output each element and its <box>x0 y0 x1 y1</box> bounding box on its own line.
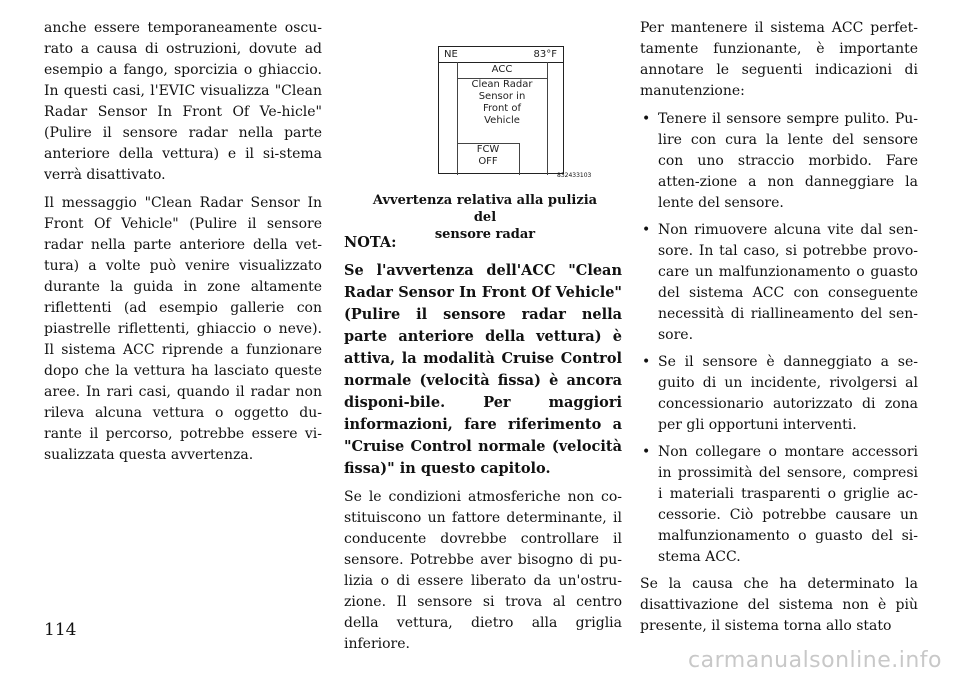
paragraph: anche essere temporaneamente oscu-rato a causa di ostruzioni, dovute ad esempio a fango, sporcizia o ghiaccio. In questi casi, l'EVIC visualizza "Clean Radar Sensor In Front Of Ve-hicle" (Pulire il sensore radar nella parte anteriore della vettura) e il si-stema verrà disattivato. <box>44 20 322 183</box>
figure-code: 832433103 <box>557 172 592 179</box>
note-title: NOTA: <box>344 234 397 251</box>
warning-message: Clean Radar Sensor in Front of Vehicle <box>471 79 533 126</box>
evic-screen <box>438 46 564 174</box>
watermark: carmanualsonline.info <box>688 648 942 673</box>
fcw-status: FCW OFF <box>457 143 520 175</box>
text-column-right <box>640 18 918 644</box>
compass-heading: NE <box>444 49 458 60</box>
note-body: Se l'avvertenza dell'ACC "Clean Radar Sensor In Front Of Vehicle" (Pulire il sensore radar nella parte anteriore della vettura) è attiva, la modalità Cruise Control normale (velocità fissa) è ancora disponi-bile. Per maggiori informazioni, fare riferimento a "Cruise Control normale (velocità fissa)" in questo capitolo. <box>344 262 622 477</box>
figure-caption: Avvertenza relativa alla pulizia del sensore radar <box>372 193 598 242</box>
maintenance-list <box>640 109 918 568</box>
list-item: • Non rimuovere alcuna vite dal sen-sore. In tal caso, si potrebbe provo-care un malfunzionamento o guasto del sistema ACC con conseguente necessità di riallineamento del sen-sore. <box>640 220 918 346</box>
page-number: 114 <box>44 620 77 640</box>
paragraph: Se la causa che ha determinato la disattivazione del sistema non è più presente, il sistema torna allo stato <box>640 576 918 634</box>
paragraph: Se le condizioni atmosferiche non co-stituiscono un fattore determinante, il conducente dovrebbe controllare il sensore. Potrebbe aver bisogno di pu-lizia o di essere liberato da un'ostru-zione. Il sensore si trova al centro della vettura, dietro alla griglia inferiore. <box>344 489 622 652</box>
text-column-left <box>44 18 322 473</box>
evic-display-figure <box>365 42 605 242</box>
acc-label: ACC <box>457 62 547 79</box>
list-item: • Tenere il sensore sempre pulito. Pu-lire con cura la lente del sensore con uno straccio morbido. Fare atten-zione a non danneggiare la lente del sensore. <box>640 109 918 214</box>
text-column-middle <box>344 232 622 662</box>
outside-temperature: 83°F <box>533 49 557 60</box>
list-item: • Se il sensore è danneggiato a se-guito di un incidente, rivolgersi al concessionario autorizzato di zona per gli opportuni interventi. <box>640 352 918 436</box>
list-item: • Non collegare o montare accessori in prossimità del sensore, compresi i materiali trasparenti o griglie ac-cessorie. Ciò potrebbe causare un malfunzionamento o guasto del si-stema ACC. <box>640 442 918 568</box>
paragraph: Il messaggio "Clean Radar Sensor In Front Of Vehicle" (Pulire il sensore radar nella parte anteriore della vet-tura) a volte può venire visualizzato durante la guida in zone altamente riflettenti (ad esempio gallerie con piastrelle riflettenti, ghiaccio o neve). Il sistema ACC riprende a funzionare dopo che la vettura ha lasciato queste aree. In rari casi, quando il radar non rileva alcuna vettura o oggetto du-rante il percorso, potrebbe essere vi-sualizzata questa avvertenza. <box>44 195 322 463</box>
status-bar <box>439 47 563 63</box>
paragraph: Per mantenere il sistema ACC perfet-tamente funzionante, è importante annotare le seguenti indicazioni di manutenzione: <box>640 20 918 99</box>
